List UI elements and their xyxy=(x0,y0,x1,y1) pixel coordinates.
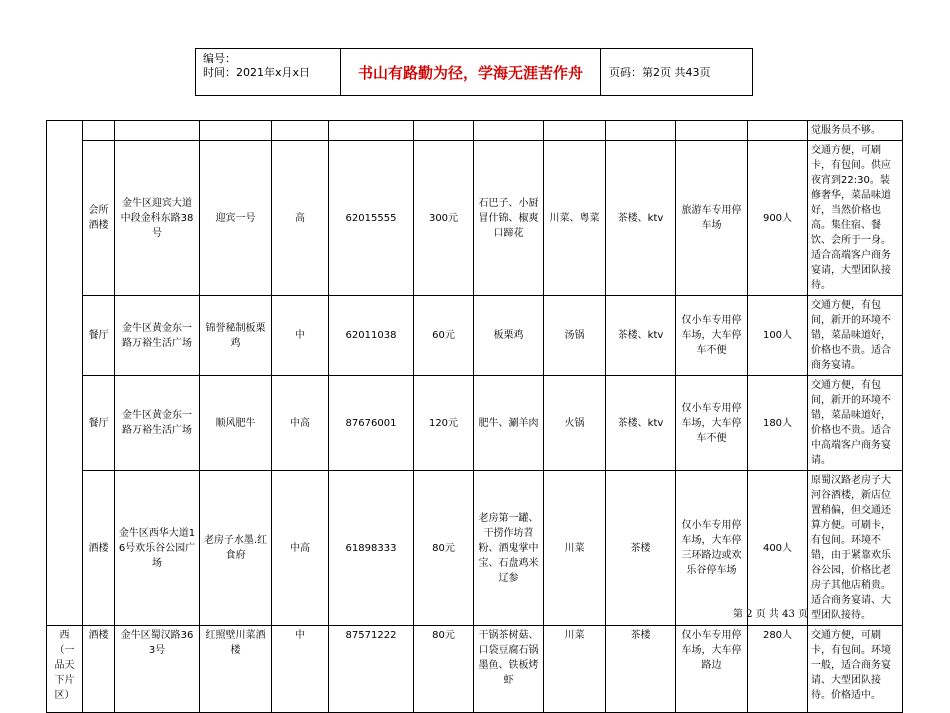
cell-level: 高 xyxy=(272,141,329,296)
cell-cuisine xyxy=(544,121,606,141)
cell-dishes xyxy=(474,121,544,141)
cell-facilities: 茶楼 xyxy=(606,626,676,713)
cell-facilities: 茶楼、ktv xyxy=(606,296,676,376)
cell-cuisine: 汤锅 xyxy=(544,296,606,376)
cell-capacity: 180人 xyxy=(748,376,808,471)
page-footer: 第 2 页 共 43 页 xyxy=(733,609,808,620)
cell-name: 迎宾一号 xyxy=(200,141,272,296)
header-meta xyxy=(196,49,341,95)
cell-facilities: 茶楼、ktv xyxy=(606,141,676,296)
cell-address: 金牛区黄金东一路万裕生活广场 xyxy=(115,296,200,376)
cell-notes: 原蜀汉路老房子大河谷酒楼，新店位置稍偏，但交通还算方便。可刷卡，有包间。环境不错，由于紧靠欢乐谷公园，价格比老房子其他店稍贵。适合商务宴请、大型团队接待。 xyxy=(808,471,903,626)
cell-dishes: 干锅茶树菇、口袋豆腐石锅墨鱼、铁板烤虾 xyxy=(474,626,544,713)
cell-address: 金牛区黄金东一路万裕生活广场 xyxy=(115,376,200,471)
cell-address xyxy=(115,121,200,141)
cell-cuisine: 火锅 xyxy=(544,376,606,471)
cell-name: 老房子水墨.红食府 xyxy=(200,471,272,626)
cell-level: 中高 xyxy=(272,376,329,471)
cell-name: 顺风肥牛 xyxy=(200,376,272,471)
cell-type: 餐厅 xyxy=(83,296,115,376)
cell-parking: 仅小车专用停车场，大车停车不便 xyxy=(676,296,748,376)
cell-notes: 觉服务员不够。 xyxy=(808,121,903,141)
cell-type xyxy=(83,121,115,141)
cell-parking: 仅小车专用停车场，大车停车不便 xyxy=(676,376,748,471)
cell-region: 西（一品天下片区） xyxy=(47,626,83,713)
cell-level: 中高 xyxy=(272,471,329,626)
number-label: 编号： xyxy=(203,52,236,65)
cell-type: 酒楼 xyxy=(83,626,115,713)
cell-capacity: 100人 xyxy=(748,296,808,376)
cell-price: 80元 xyxy=(414,471,474,626)
motto: 书山有路勤为径，学海无涯苦作舟 xyxy=(341,49,601,95)
cell-phone: 62015555 xyxy=(329,141,414,296)
cell-dishes: 板栗鸡 xyxy=(474,296,544,376)
cell-cuisine: 川菜 xyxy=(544,471,606,626)
table-row xyxy=(47,296,903,376)
cell-name: 锦誉秘制板栗鸡 xyxy=(200,296,272,376)
page-header xyxy=(195,48,753,96)
cell-dishes: 石巴子、小厨冒什锦、椒爽口蹄花 xyxy=(474,141,544,296)
cell-parking: 仅小车专用停车场，大车停三环路边或欢乐谷停车场 xyxy=(676,471,748,626)
cell-capacity: 280人 xyxy=(748,626,808,713)
cell-cuisine: 川菜 xyxy=(544,626,606,713)
cell-capacity: 900人 xyxy=(748,141,808,296)
cell-phone: 87676001 xyxy=(329,376,414,471)
restaurant-table xyxy=(46,120,903,713)
time-label: 时间：2021年x月x日 xyxy=(203,66,311,79)
cell-address: 金牛区蜀汉路363号 xyxy=(115,626,200,713)
cell-type: 餐厅 xyxy=(83,376,115,471)
cell-phone: 61898333 xyxy=(329,471,414,626)
cell-capacity xyxy=(748,121,808,141)
cell-price: 120元 xyxy=(414,376,474,471)
cell-cuisine: 川菜、粤菜 xyxy=(544,141,606,296)
cell-price: 300元 xyxy=(414,141,474,296)
cell-price: 80元 xyxy=(414,626,474,713)
cell-parking: 仅小车专用停车场，大车停路边 xyxy=(676,626,748,713)
cell-address: 金牛区西华大道16号欢乐谷公园广场 xyxy=(115,471,200,626)
cell-price: 60元 xyxy=(414,296,474,376)
table-row xyxy=(47,121,903,141)
cell-region xyxy=(47,121,83,626)
cell-type: 会所酒楼 xyxy=(83,141,115,296)
cell-notes: 交通方便，有包间，新开的环境不错，菜品味道好，价格也不贵。适合商务宴请。 xyxy=(808,296,903,376)
cell-price xyxy=(414,121,474,141)
cell-name xyxy=(200,121,272,141)
cell-capacity: 400人 xyxy=(748,471,808,626)
cell-dishes: 肥牛、涮羊肉 xyxy=(474,376,544,471)
table-row xyxy=(47,626,903,713)
cell-level: 中 xyxy=(272,626,329,713)
cell-level xyxy=(272,121,329,141)
cell-type: 酒楼 xyxy=(83,471,115,626)
table-row xyxy=(47,471,903,626)
cell-dishes: 老房第一罐、干捞作坊苕粉、酒鬼掌中宝、石盘鸡米辽参 xyxy=(474,471,544,626)
cell-name: 红照壁川菜酒楼 xyxy=(200,626,272,713)
cell-notes: 交通方便，可刷卡，有包间。供应夜宵到22:30。装修奢华，菜品味道好，当然价格也高。集住宿、餐饮、会所于一身。适合高端客户商务宴请，大型团队接待。 xyxy=(808,141,903,296)
cell-phone xyxy=(329,121,414,141)
cell-facilities: 茶楼、ktv xyxy=(606,376,676,471)
cell-phone: 87571222 xyxy=(329,626,414,713)
page-label: 页码：第2页 共43页 xyxy=(609,66,711,79)
cell-notes: 交通方便，可刷卡，有包间。环境一般，适合商务宴请、大型团队接待。价格适中。 xyxy=(808,626,903,713)
cell-notes: 交通方便，有包间，新开的环境不错，菜品味道好，价格也不贵。适合中高端客户商务宴请。 xyxy=(808,376,903,471)
cell-parking: 旅游车专用停车场 xyxy=(676,141,748,296)
table-row xyxy=(47,141,903,296)
cell-parking xyxy=(676,121,748,141)
table-row xyxy=(47,376,903,471)
cell-address: 金牛区迎宾大道中段金科东路38号 xyxy=(115,141,200,296)
cell-facilities xyxy=(606,121,676,141)
cell-level: 中 xyxy=(272,296,329,376)
cell-facilities: 茶楼 xyxy=(606,471,676,626)
cell-phone: 62011038 xyxy=(329,296,414,376)
